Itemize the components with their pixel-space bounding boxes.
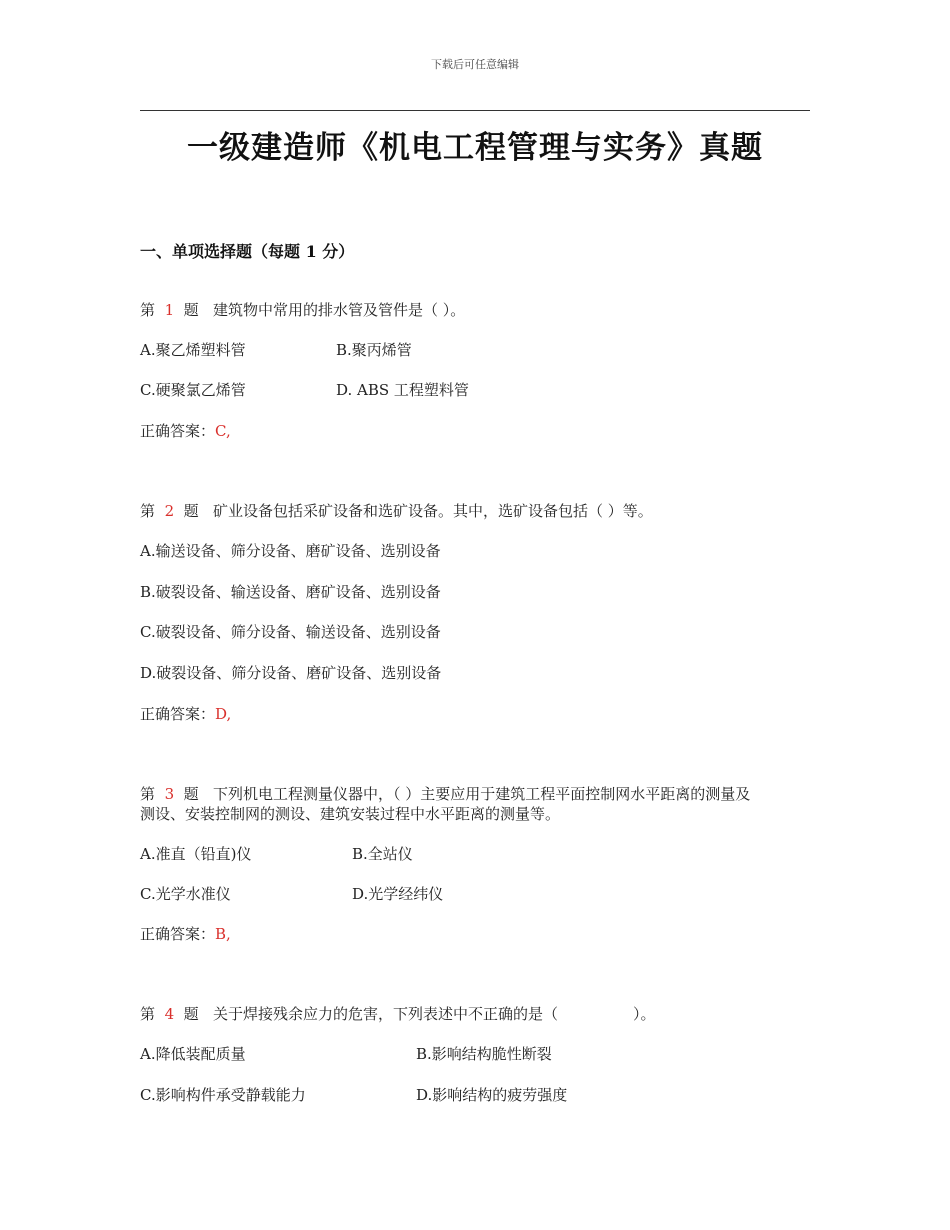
document-title: 一级建造师《机电工程管理与实务》真题 (187, 130, 763, 166)
header-note: 下载后可任意编辑 (431, 58, 519, 71)
question-3-option-d: D.光学经纬仪 (352, 885, 444, 903)
question-prefix: 第 (140, 502, 156, 520)
question-2-option-c: C.破裂设备、筛分设备、输送设备、选别设备 (140, 623, 441, 641)
question-3-stem-continued: 测设、安装控制网的测设、建筑安装过程中水平距离的测量等。 (140, 805, 561, 823)
question-1-stem (140, 299, 465, 320)
answer-label: 正确答案： (140, 422, 216, 440)
question-3-stem (140, 783, 750, 804)
question-3-option-b: B.全站仪 (352, 845, 413, 863)
question-text: 建筑物中常用的排水管及管件是（ ）。 (212, 301, 466, 319)
answer-label: 正确答案： (140, 925, 216, 943)
question-3-answer (140, 923, 231, 944)
question-1-option-d: D. ABS 工程塑料管 (336, 381, 469, 399)
question-number: 3 (164, 785, 175, 803)
question-4-option-b: B.影响结构脆性断裂 (416, 1045, 552, 1063)
question-1-answer (140, 420, 231, 441)
question-4-option-c: C.影响构件承受静载能力 (140, 1086, 306, 1104)
question-number: 2 (164, 502, 175, 520)
header-divider (140, 110, 810, 111)
question-number: 1 (164, 301, 175, 319)
question-2-stem (140, 500, 653, 521)
question-text: 下列机电工程测量仪器中，（ ）主要应用于建筑工程平面控制网水平距离的测量及 (212, 785, 751, 803)
question-2-option-b: B.破裂设备、输送设备、磨矿设备、选别设备 (140, 583, 441, 601)
question-4-option-a: A.降低装配质量 (140, 1045, 246, 1063)
question-text: 关于焊接残余应力的危害，下列表述中不正确的是（ ）。 (212, 1005, 656, 1023)
answer-value: B, (215, 925, 231, 943)
question-1-option-c: C.硬聚氯乙烯管 (140, 381, 246, 399)
question-suffix: 题 (183, 785, 199, 803)
question-2-answer (140, 703, 231, 724)
question-2-option-d: D.破裂设备、筛分设备、磨矿设备、选别设备 (140, 664, 442, 682)
question-prefix: 第 (140, 785, 156, 803)
question-prefix: 第 (140, 301, 156, 319)
question-4-stem (140, 1003, 656, 1024)
answer-value: D, (215, 705, 232, 723)
answer-value: C, (215, 422, 231, 440)
question-suffix: 题 (183, 502, 199, 520)
question-prefix: 第 (140, 1005, 156, 1023)
question-1-option-a: A.聚乙烯塑料管 (140, 341, 246, 359)
question-2-option-a: A.输送设备、筛分设备、磨矿设备、选别设备 (140, 542, 441, 560)
question-3-option-c: C.光学水准仪 (140, 885, 231, 903)
question-3-option-a: A.准直（铅直)仪 (140, 845, 252, 863)
question-4-option-d: D.影响结构的疲劳强度 (416, 1086, 568, 1104)
question-suffix: 题 (183, 301, 199, 319)
question-number: 4 (164, 1005, 175, 1023)
question-suffix: 题 (183, 1005, 199, 1023)
question-1-option-b: B.聚丙烯管 (336, 341, 412, 359)
question-text: 矿业设备包括采矿设备和选矿设备。其中，选矿设备包括（ ）等。 (212, 502, 653, 520)
answer-label: 正确答案： (140, 705, 216, 723)
section-heading: 一、单项选择题（每题 1 分） (140, 242, 355, 261)
